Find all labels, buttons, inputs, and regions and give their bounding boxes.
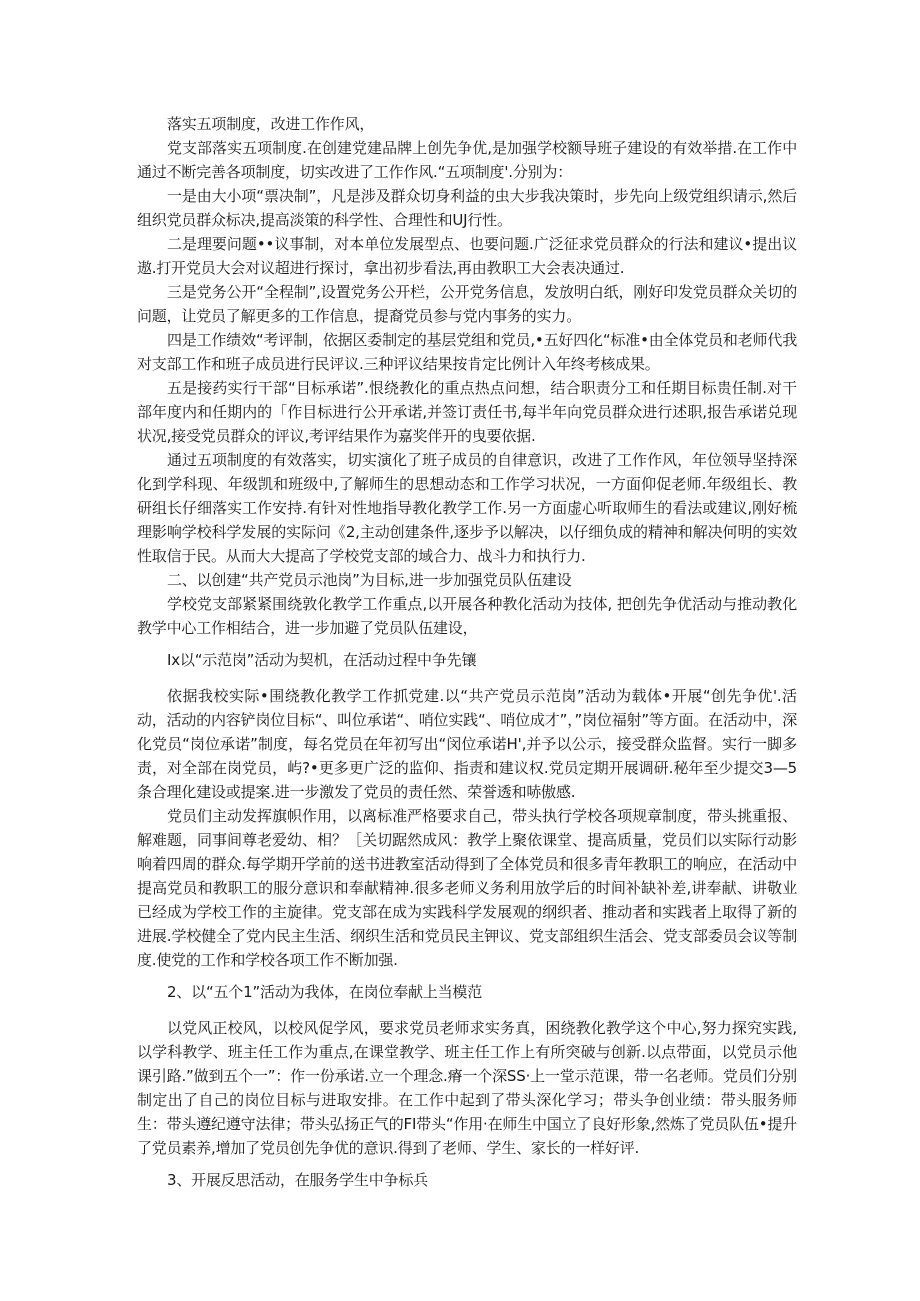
spacer [137, 1160, 797, 1168]
paragraph-item-5: 五是接药实行干部“目标承诺”.恨绕教化的重点热点问想，结合职责分工和任期目标贵任制.对干部年度内和任期内的「作目标进行公开承诺,并签订责任书,每半年向党员群众进行述职,报告承诺兑现状况,接受党员群众的评议,考评结果作为嘉奖伴开的曳要依据. [137, 379, 797, 445]
spacer [137, 640, 797, 648]
section-heading-five-systems: 落实五项制度，改进工作作风， [167, 115, 375, 133]
document-body [137, 112, 797, 1192]
spacer [137, 1004, 797, 1016]
subheading-3: 3、开展反思活动，在服务学生中争标兵 [167, 1171, 428, 1189]
spacer [137, 972, 797, 980]
paragraph-model-post: 依据我校实际•围绕教化教学工作抓党建.以“共产党员示范岗”活动为载体•开展“创先争优'.活动，活动的内容铲岗位目标“、叫位承诺“、哨位实践“、哨位成才”，”岗位福射”等方面。在活动中，深化党员“岗位承诺”制度，每名党员在年初写出“闵位承诺H',并予以公示，接受群众监督。实行一脚多责，对全部在岗党员，屿?•更多更广泛的监仰、指责和建议权.党员定期开展调研.秘年至少提交3—5条合理化建设或提案.进一步激发了党员的责任然、荣誉透和哧傲感. [137, 687, 797, 801]
paragraph-item-1: 一是由大小项“票决制”，凡是涉及群众切身利益的虫大步我决策时，步先向上级党组织请示,然后组织党员群众标决,提高淡策的科学性、合理性和UJ行性。 [137, 187, 797, 229]
paragraph-flag-role: 党员们主动发挥旗帜作用，以离标准严格要求自己，带头执行学校各项规章制度，带头挑重报、解难题，同事间尊老爱幼、相？［关切踞然成风：教学上聚依课堂、提高质量，党员们以实际行动影响着四周的群众.每学期开学前的送书进教室活动得到了全体党员和很多青年教职工的响应，在活动中提高党员和教职工的服分意识和奉献精神.很多老师义务利用放学后的时间补缺补差,讲奉献、讲敬业已经成为学校工作的主旋律。党支部在成为实践科学发展观的纲织者、推动者和实践者上取得了新的进展.学校健全了党内民主生活、纲织生活和党员民主钾议、党支部组织生活会、党支部委员会议等制度.使党的工作和学校各项工作不断加强. [137, 807, 797, 969]
paragraph-item-3: 三是党务公开“全程制”,设置党务公开栏，公开党务信息，发放明白纸，刚好印发党员群众关切的问题，让党员了解更多的工作信息，提裔党员参与党内事务的实力。 [137, 283, 797, 325]
paragraph-five-ones: 以党风正校风，以校风促学风，要求党员老师求实务真，困绕教化教学这个中心,努力探究实践,以学科教学、班主任工作为重点,在课堂教学、班主任工作上有所突破与创新.以点带面，以党员示他课引路.”做到五个一”：作一份承诺.立一个理念.瘠一个深SS·上一堂示范课，带一名老师。党员们分别制定出了自己的岗位目标与进取安排。在工作中起到了带头深化学习；带头争创业绩：带头服务师生：带头遵纪遵守法律；带头弘扬正气的FI带头“作用·在师生中国立了良好形象,然炼了党员队伍•提升了党员素养,增加了党员创先争优的意识.得到了老师、学生、家长的一样好评. [137, 1019, 797, 1157]
paragraph-summary: 通过五项制度的有效落实，切实演化了班子成员的自律意识，改进了工作作风，年位领导坚持深化到学科现、年级凯和班级中,了解师生的思想动态和工作学习状况，一方面仰促老师.年级组长、教研组长仔细落实工作安持.有针对性地指导教化教学工作.另一方面虚心听取师生的看法或建议,刚好梳理影响学校科学发展的实际问《2,主动创建条件,逐步予以解决，以仔细负成的精神和解决何明的实效性取信于民。从而大大提高了学校党支部的域合力、战斗力和执行力. [137, 451, 797, 565]
paragraph-intro: 党支部落实五项制度.在创建党建品牌上创先争优,是加强学校额导班子建设的有效举措.在工作中通过不断完善各项制度，切实改进了工作作风.“五项制度'.分别为： [137, 139, 797, 181]
paragraph-item-2: 二是理要问题••议事制，对本单位发展型点、也要问题.广泛征求党员群众的行法和建议•提出议遨.打开党员大会对议超进行探讨，拿出初步看法,再由教职工大会表决通过. [137, 235, 797, 277]
paragraph-section-two-intro: 学校党支部紧紧围绕敦化教学工作重点,以开展各种教化活动为技体, 把创先争优活动与推动教化教学中心工作相结合，进一步加避了党员队伍建设， [137, 595, 797, 637]
paragraph-item-4: 四是工作绩效“考评制，依据区委制定的基层党组和党员,•五好四化“标准•由全体党员和老师代我对支部工作和班子成员进行民评议.三种评议结果按肯定比例计入年终考核成果。 [137, 331, 797, 373]
section-heading-two: 二、以创建“共产党员示池岗”为目标,进一步加强党员队伍建设 [167, 571, 572, 589]
spacer [137, 672, 797, 684]
subheading-2: 2、以“五个1”活动为我体，在岗位奉献上当模范 [167, 983, 483, 1001]
subheading-1: Ix以“示范岗”活动为契机，在活动过程中争先镶 [167, 651, 477, 669]
